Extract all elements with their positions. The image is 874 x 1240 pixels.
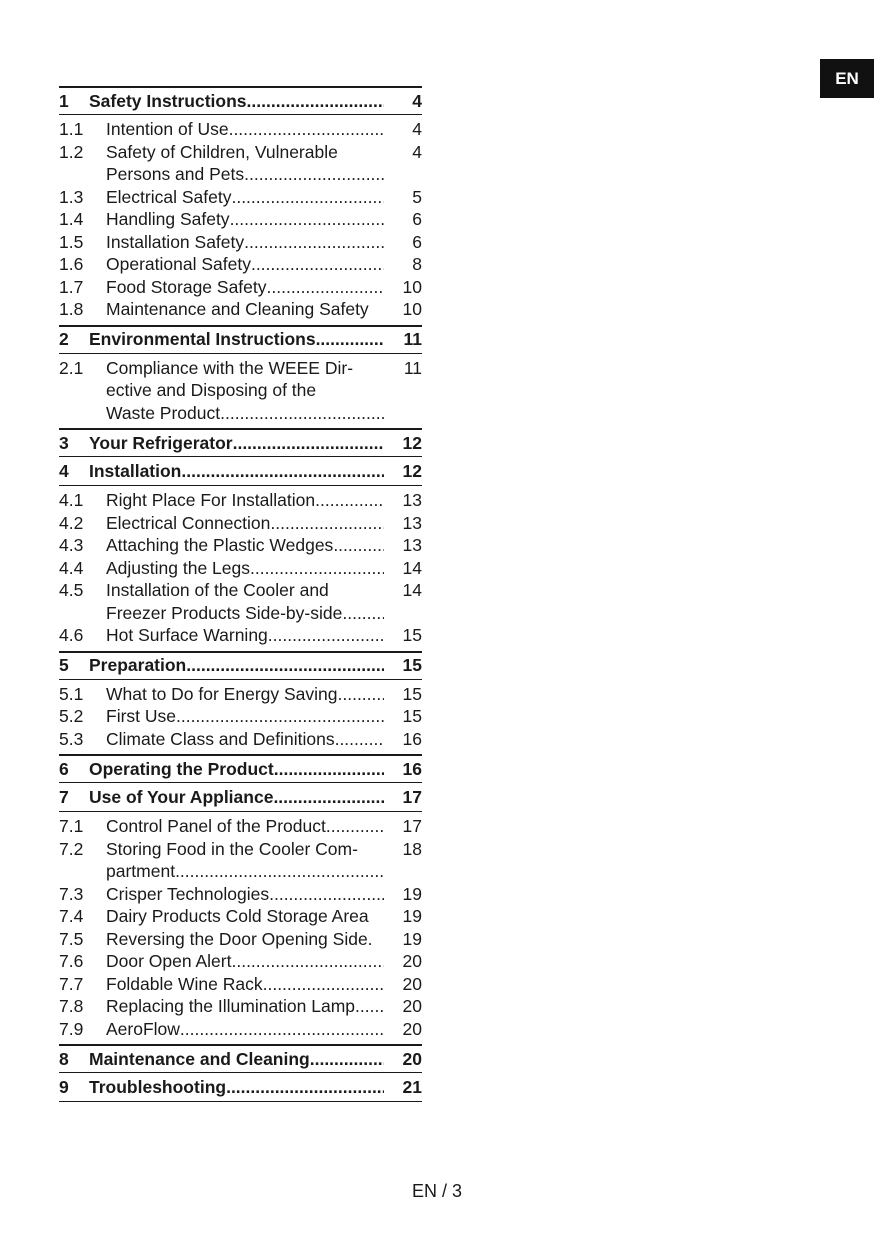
section-title-text: partment: [106, 861, 176, 881]
section-page: 5: [412, 186, 422, 207]
section-number: 1.3: [59, 186, 84, 207]
chapter-title: Installation: [89, 460, 182, 481]
dot-leader: [175, 860, 384, 883]
section-title: [106, 489, 384, 512]
chapter-title: Your Refrigerator: [89, 432, 233, 453]
section-title: [106, 838, 384, 883]
toc-chapter[interactable]: [59, 1073, 422, 1102]
section-title: [106, 883, 384, 906]
section-title: [106, 624, 384, 647]
chapter-number: 6: [59, 758, 69, 779]
section-title-line: [106, 1018, 384, 1041]
chapter-title: Troubleshooting: [89, 1076, 227, 1097]
chapter-page: 11: [403, 329, 422, 349]
section-page: 18: [402, 838, 422, 859]
section-title-line: [106, 489, 384, 512]
section-title-line: [106, 534, 384, 557]
dot-leader: [186, 655, 384, 676]
chapter-page: 12: [402, 460, 422, 481]
section-title: [106, 1018, 384, 1041]
dot-leader: [231, 950, 384, 973]
section-title-text: Compliance with the WEEE Dir-: [106, 357, 354, 378]
toc-section[interactable]: [59, 141, 422, 186]
section-title-text: Operational Safety: [106, 254, 251, 274]
section-title-line: [106, 276, 384, 299]
section-number: 7.4: [59, 906, 84, 926]
section-title-text: AeroFlow: [106, 1018, 180, 1039]
chapter-page: 21: [402, 1076, 422, 1097]
toc-chapter[interactable]: [59, 457, 422, 486]
section-number: 1.1: [59, 119, 84, 139]
toc-chapter[interactable]: [59, 754, 422, 783]
section-title: [106, 231, 384, 254]
dot-leader: [263, 973, 384, 996]
section-number: 7.7: [59, 973, 84, 994]
dot-leader: [229, 118, 384, 141]
dot-leader: [180, 1018, 384, 1041]
toc-section[interactable]: [59, 728, 422, 751]
language-tab: EN: [820, 59, 874, 98]
chapter-title-row: [89, 655, 384, 676]
section-title-text: First Use: [106, 706, 176, 726]
section-title-text: Food Storage Safety: [106, 276, 267, 297]
section-title: [106, 557, 384, 580]
table-of-contents: [59, 86, 422, 1102]
section-page: 13: [402, 535, 422, 555]
section-page: 10: [402, 276, 422, 297]
dot-leader: [181, 461, 384, 482]
section-number: 1.8: [59, 299, 84, 319]
section-title-text: Intention of Use: [106, 119, 229, 139]
section-page: 19: [402, 928, 422, 949]
toc-section[interactable]: [59, 995, 422, 1018]
section-page: 20: [402, 996, 422, 1016]
section-title: [106, 276, 384, 299]
section-number: 7.2: [59, 838, 84, 859]
section-title: [106, 905, 384, 928]
toc-section[interactable]: [59, 357, 422, 425]
section-title-line: [106, 557, 384, 580]
section-page: 19: [402, 906, 422, 926]
dot-leader: [342, 602, 384, 625]
dot-leader: [273, 787, 384, 808]
dot-leader: [268, 624, 384, 647]
section-number: 4.5: [59, 580, 84, 600]
section-number: 7.3: [59, 883, 84, 904]
chapter-title: Use of Your Appliance: [89, 786, 274, 807]
section-page: 16: [402, 728, 422, 749]
section-title-text: ective and Disposing of the: [106, 380, 317, 400]
section-title-text: Waste Product: [106, 402, 221, 423]
section-page: 14: [402, 580, 422, 600]
section-title-text: Electrical Connection: [106, 512, 271, 533]
section-title-line: [106, 815, 384, 838]
toc-chapter[interactable]: [59, 86, 422, 115]
section-title-line: [106, 950, 384, 973]
section-title: [106, 928, 384, 951]
section-title-line: [106, 602, 384, 625]
dot-leader: [251, 253, 384, 276]
chapter-title-row: [89, 1077, 384, 1098]
chapter-number: 5: [59, 655, 69, 675]
section-title-line: [106, 624, 384, 647]
section-title-text: Hot Surface Warning: [106, 625, 268, 645]
toc-section[interactable]: [59, 905, 422, 928]
dot-leader: [310, 1049, 384, 1070]
dot-leader: [220, 402, 384, 425]
section-page: 15: [402, 706, 422, 726]
dot-leader: [176, 705, 384, 728]
dot-leader: [355, 995, 384, 1018]
chapter-title: Operating the Product: [89, 758, 274, 779]
section-title-line: [106, 186, 384, 209]
section-page: 11: [403, 357, 422, 378]
dot-leader: [230, 208, 384, 231]
section-page: 8: [412, 254, 422, 274]
toc-section[interactable]: [59, 838, 422, 883]
section-number: 7.8: [59, 996, 84, 1016]
section-page: 6: [412, 209, 422, 229]
chapter-page: 16: [402, 758, 422, 779]
section-title-text: Installation of the Cooler and: [106, 580, 329, 600]
section-page: 20: [402, 1018, 422, 1039]
section-title-text: Door Open Alert: [106, 951, 232, 971]
toc-section[interactable]: [59, 557, 422, 580]
chapter-number: 2: [59, 329, 69, 349]
section-page: 6: [412, 231, 422, 252]
section-page: 4: [412, 119, 422, 139]
toc-section[interactable]: [59, 705, 422, 728]
section-title-line: [106, 905, 384, 928]
section-title-text: Replacing the Illumination Lamp: [106, 996, 356, 1016]
section-number: 7.6: [59, 951, 84, 971]
section-number: 1.2: [59, 141, 84, 162]
section-page: 20: [402, 951, 422, 971]
dot-leader: [270, 512, 384, 535]
dot-leader: [267, 276, 384, 299]
section-title: [106, 512, 384, 535]
section-title: [106, 950, 384, 973]
toc-section[interactable]: [59, 534, 422, 557]
chapter-page: 15: [402, 655, 422, 675]
section-title-line: [106, 512, 384, 535]
chapter-title-row: [89, 787, 384, 808]
section-title-line: [106, 883, 384, 906]
section-title-text: Persons and Pets: [106, 164, 245, 184]
toc-section[interactable]: [59, 489, 422, 512]
toc-section[interactable]: [59, 512, 422, 535]
toc-section[interactable]: [59, 276, 422, 299]
section-title: [106, 118, 384, 141]
section-title: [106, 815, 384, 838]
chapter-title: Preparation: [89, 655, 187, 675]
section-title-line: [106, 838, 384, 861]
chapter-number: 9: [59, 1076, 69, 1097]
section-number: 1.6: [59, 254, 84, 274]
section-number: 5.1: [59, 683, 84, 704]
section-title-text: Handling Safety: [106, 209, 230, 229]
chapter-page: 4: [412, 90, 422, 111]
section-number: 4.3: [59, 535, 84, 555]
section-number: 7.1: [59, 816, 84, 836]
toc-section[interactable]: [59, 231, 422, 254]
section-title-line: [106, 163, 384, 186]
section-list: [59, 812, 422, 1044]
section-page: 17: [402, 816, 422, 836]
toc-section[interactable]: [59, 1018, 422, 1041]
section-number: 7.9: [59, 1018, 84, 1039]
section-title-line: [106, 253, 384, 276]
dot-leader: [250, 557, 384, 580]
section-title-line: [106, 683, 384, 706]
toc-section[interactable]: [59, 883, 422, 906]
section-list: [59, 354, 422, 429]
chapter-title-row: [89, 433, 384, 454]
toc-section[interactable]: [59, 118, 422, 141]
section-number: 4.1: [59, 490, 84, 510]
dot-leader: [315, 489, 384, 512]
section-title-line: [106, 118, 384, 141]
section-title-line: [106, 928, 384, 951]
section-title-text: Attaching the Plastic Wedges: [106, 535, 334, 555]
toc-chapter[interactable]: [59, 325, 422, 354]
chapter-title: Maintenance and Cleaning: [89, 1048, 310, 1069]
section-title-text: Foldable Wine Rack: [106, 973, 263, 994]
section-number: 4.2: [59, 512, 84, 533]
section-title: [106, 579, 384, 624]
toc-section[interactable]: [59, 298, 422, 321]
section-title-line: [106, 357, 384, 380]
section-title: [106, 208, 384, 231]
dot-leader: [231, 186, 384, 209]
section-page: 4: [412, 141, 422, 162]
section-page: 15: [402, 625, 422, 645]
section-title-line: [106, 860, 384, 883]
section-title-text: Reversing the Door Opening Side.: [106, 928, 373, 949]
dot-leader: [335, 728, 384, 751]
section-title-text: Adjusting the Legs: [106, 557, 250, 578]
chapter-title: Environmental Instructions: [89, 329, 316, 349]
toc-section[interactable]: [59, 815, 422, 838]
dot-leader: [274, 759, 384, 780]
section-title-text: Climate Class and Definitions: [106, 728, 335, 749]
dot-leader: [233, 433, 384, 454]
section-list: [59, 680, 422, 755]
toc-section[interactable]: [59, 208, 422, 231]
section-title: [106, 186, 384, 209]
chapter-title: Safety Instructions: [89, 90, 247, 111]
section-page: 13: [402, 490, 422, 510]
chapter-title-row: [89, 91, 384, 112]
section-list: [59, 115, 422, 325]
section-title-text: What to Do for Energy Saving: [106, 683, 338, 704]
section-page: 19: [402, 883, 422, 904]
section-number: 1.7: [59, 276, 84, 297]
section-list: [59, 486, 422, 651]
section-title: [106, 534, 384, 557]
dot-leader: [316, 329, 384, 350]
section-title: [106, 253, 384, 276]
section-title-text: Installation Safety: [106, 231, 245, 252]
section-page: 13: [402, 512, 422, 533]
section-title-line: [106, 973, 384, 996]
chapter-title-row: [89, 329, 384, 350]
section-title-line: [106, 231, 384, 254]
dot-leader: [269, 883, 384, 906]
dot-leader: [326, 815, 384, 838]
toc-section[interactable]: [59, 624, 422, 647]
toc-chapter[interactable]: [59, 651, 422, 680]
chapter-number: 8: [59, 1048, 69, 1069]
dot-leader: [244, 231, 384, 254]
section-title-text: Dairy Products Cold Storage Area: [106, 906, 369, 926]
section-number: 5.3: [59, 728, 84, 749]
section-number: 4.4: [59, 557, 84, 578]
section-title-line: [106, 141, 384, 164]
section-title-line: [106, 705, 384, 728]
dot-leader: [338, 683, 385, 706]
section-number: 7.5: [59, 928, 84, 949]
section-title-text: Crisper Technologies: [106, 883, 270, 904]
toc-chapter[interactable]: [59, 1044, 422, 1073]
section-title-text: Maintenance and Cleaning Safety: [106, 299, 369, 319]
chapter-title-row: [89, 759, 384, 780]
chapter-page: 17: [402, 786, 422, 807]
section-title: [106, 973, 384, 996]
chapter-number: 3: [59, 432, 69, 453]
section-title-line: [106, 208, 384, 231]
section-title-text: Freezer Products Side-by-side: [106, 602, 343, 623]
toc-section[interactable]: [59, 186, 422, 209]
section-title: [106, 298, 384, 321]
section-title-line: [106, 728, 384, 751]
section-title-text: Electrical Safety: [106, 186, 232, 207]
chapter-number: 7: [59, 786, 69, 807]
section-title-line: [106, 995, 384, 1018]
section-title: [106, 728, 384, 751]
section-title: [106, 357, 384, 425]
section-page: 14: [402, 557, 422, 578]
section-number: 4.6: [59, 625, 84, 645]
chapter-title-row: [89, 461, 384, 482]
chapter-number: 4: [59, 460, 69, 481]
section-title-text: Right Place For Installation: [106, 490, 316, 510]
dot-leader: [247, 91, 384, 112]
section-title-text: Safety of Children, Vulnerable: [106, 141, 338, 162]
toc-section[interactable]: [59, 579, 422, 624]
section-page: 10: [402, 299, 422, 319]
chapter-page: 20: [402, 1048, 422, 1069]
section-title-text: Storing Food in the Cooler Com-: [106, 838, 358, 859]
toc-chapter[interactable]: [59, 428, 422, 457]
toc-section[interactable]: [59, 928, 422, 951]
section-title: [106, 995, 384, 1018]
section-page: 20: [402, 973, 422, 994]
chapter-page: 12: [402, 432, 422, 453]
section-title-line: [106, 298, 384, 321]
section-number: 1.4: [59, 209, 84, 229]
section-title: [106, 141, 384, 186]
section-number: 1.5: [59, 231, 84, 252]
dot-leader: [333, 534, 384, 557]
section-page: 15: [402, 683, 422, 704]
dot-leader: [244, 163, 384, 186]
section-title: [106, 705, 384, 728]
toc-chapter[interactable]: [59, 783, 422, 812]
chapter-number: 1: [59, 90, 69, 111]
section-number: 5.2: [59, 706, 84, 726]
section-number: 2.1: [59, 357, 84, 378]
page-number: EN / 3: [411, 1181, 463, 1201]
section-title-line: [106, 402, 384, 425]
section-title-line: [106, 579, 384, 602]
section-title-text: Control Panel of the Product: [106, 816, 326, 836]
toc-section[interactable]: [59, 683, 422, 706]
section-title-line: [106, 379, 384, 402]
toc-section[interactable]: [59, 950, 422, 973]
section-title: [106, 683, 384, 706]
chapter-title-row: [89, 1049, 384, 1070]
toc-section[interactable]: [59, 973, 422, 996]
toc-section[interactable]: [59, 253, 422, 276]
dot-leader: [226, 1077, 384, 1098]
